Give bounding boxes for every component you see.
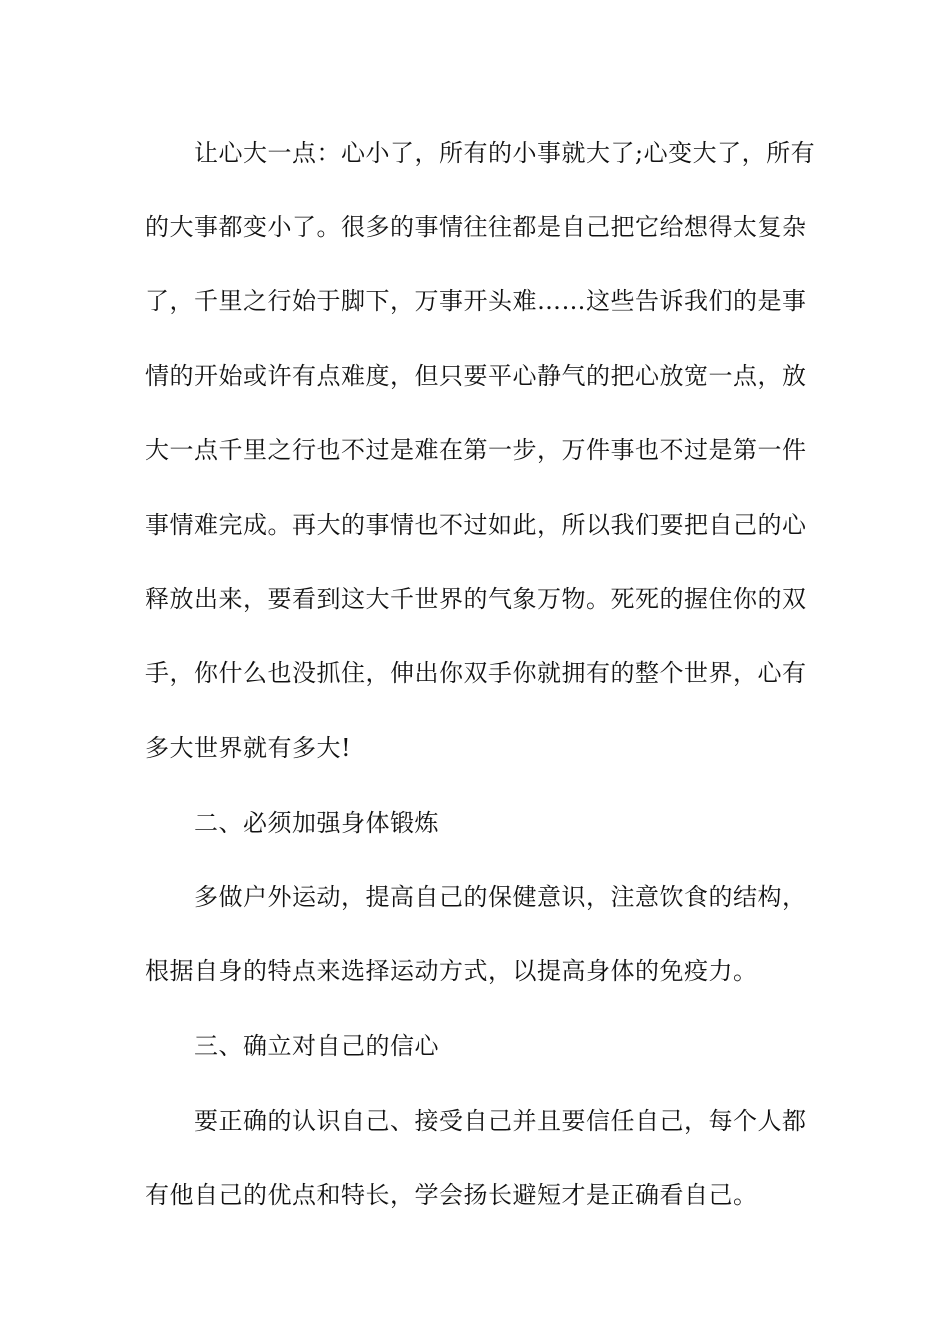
paragraph-1-line-5	[0, 430, 950, 470]
text-line: 根据自身的特点来选择运动方式，以提高身体的免疫力。	[145, 957, 758, 985]
section-heading-2	[0, 803, 950, 843]
text-line: 的大事都变小了。很多的事情往往都是自己把它给想得太复杂	[145, 213, 807, 241]
text-line: 多做户外运动，提高自己的保健意识，注意饮食的结构，	[194, 883, 807, 911]
text-line: 情的开始或许有点难度，但只要平心静气的把心放宽一点，放	[145, 362, 807, 390]
section-heading: 三、确立对自己的信心	[194, 1032, 439, 1060]
paragraph-1-line-1	[0, 133, 950, 173]
paragraph-1-line-3	[0, 281, 950, 321]
text-line: 事情难完成。再大的事情也不过如此，所以我们要把自己的心	[145, 511, 807, 539]
paragraph-1-line-2	[0, 207, 950, 247]
paragraph-1-line-6	[0, 505, 950, 545]
section-heading: 二、必须加强身体锻炼	[194, 809, 439, 837]
text-line: 大一点千里之行也不过是难在第一步，万件事也不过是第一件	[145, 436, 807, 464]
paragraph-3-line-2	[0, 1175, 950, 1215]
section-heading-3	[0, 1026, 950, 1066]
text-line: 有他自己的优点和特长，学会扬长避短才是正确看自己。	[145, 1181, 758, 1209]
paragraph-1-line-9	[0, 728, 950, 768]
text-line: 让心大一点：心小了，所有的小事就大了;心变大了，所有	[194, 139, 816, 167]
paragraph-1-line-8	[0, 653, 950, 693]
paragraph-3-line-1	[0, 1101, 950, 1141]
text-line: 释放出来，要看到这大千世界的气象万物。死死的握住你的双	[145, 585, 807, 613]
paragraph-1-line-4	[0, 356, 950, 396]
paragraph-2-line-1	[0, 877, 950, 917]
text-line: 要正确的认识自己、接受自己并且要信任自己，每个人都	[194, 1107, 807, 1135]
text-line: 了，千里之行始于脚下，万事开头难……这些告诉我们的是事	[145, 287, 807, 315]
text-line: 手，你什么也没抓住，伸出你双手你就拥有的整个世界，心有	[145, 659, 807, 687]
paragraph-1-line-7	[0, 579, 950, 619]
text-line: 多大世界就有多大!	[145, 734, 352, 762]
paragraph-2-line-2	[0, 951, 950, 991]
